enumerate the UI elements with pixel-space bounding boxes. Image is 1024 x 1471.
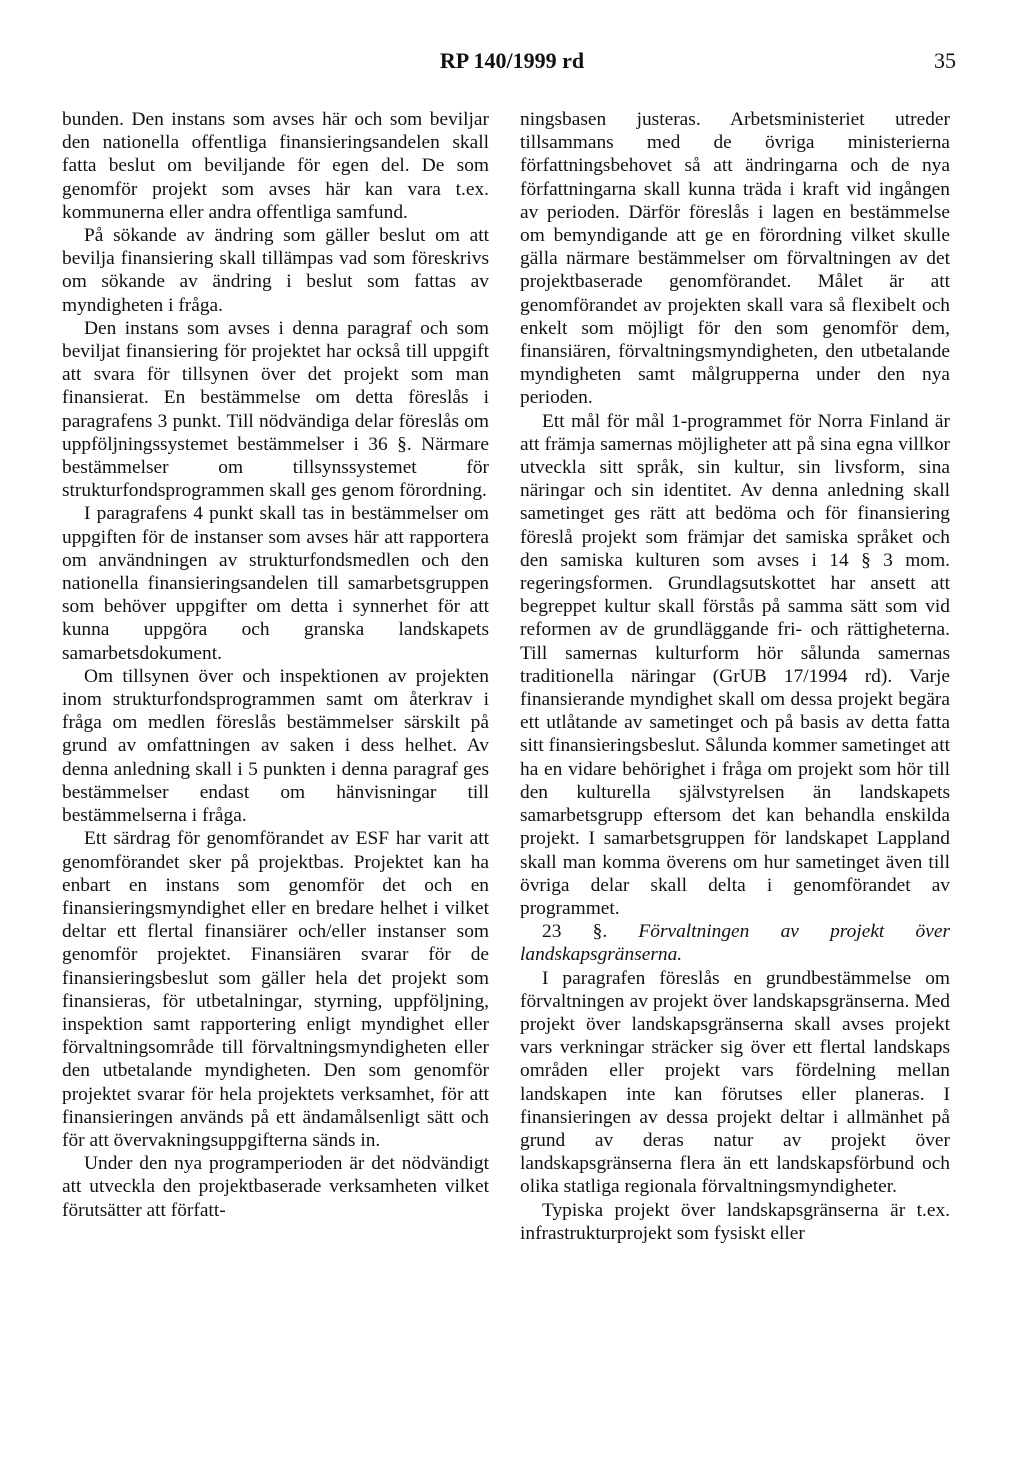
section-number: 23 §. xyxy=(542,921,608,943)
running-header: RP 140/1999 rd xyxy=(439,48,585,73)
paragraph: På sökande av ändring som gäller beslut om att bevilja finansiering skall tillämpas vad som föreskrivs om sökande av ändring i beslut som fattas av myndigheten i fråga. xyxy=(62,225,489,316)
paragraph: Typiska projekt över landskapsgränserna är t.ex. infrastrukturprojekt som fysiskt eller xyxy=(520,1199,950,1244)
left-column xyxy=(62,108,489,1222)
paragraph: Den instans som avses i denna paragraf och som beviljat finansiering för projektet har också till uppgift att svara för tillsynen över det projekt som man finansierat. En bestämmelse om detta föreslås i paragrafens 3 punkt. Till nödvändiga delar föreslås om uppföljningssystemet bestämmelser i 36 §. Närmare bestämmelser om tillsynssystemet för strukturfondsprogrammen skall ges genom förordning. xyxy=(62,317,489,502)
right-column xyxy=(520,108,950,1245)
paragraph: I paragrafen föreslås en grundbestämmelse om förvaltningen av projekt över landskapsgränserna. Med projekt över landskapsgränserna skall avses projekt vars verkningar sträcker sig över ett flertal landskaps områden eller projekt vars fördelning mellan landskapen inte kan förutses eller planeras. I finansieringen av dessa projekt deltar i allmänhet på grund av deras natur av projekt över landskapsgränserna flera än ett landskapsförbund och olika statliga regionala förvaltningsmyndigheter. xyxy=(520,967,950,1198)
section-title: Förvaltningen av projekt över landskapsgränserna. xyxy=(520,921,950,966)
paragraph: ningsbasen justeras. Arbetsministeriet utreder tillsammans med de övriga ministerierna författningsbehovet så att ändringarna och de nya författningarna skall kunna träda i kraft vid ingången av perioden. Därför föreslås i lagen en bestämmelse om bemyndigande att ge en förordning vilket skulle gälla närmare bestämmelser om förvaltningen av det projektbaserade genomförandet. Målet är att genomförandet av projekten skall vara så flexibelt och enkelt som möjligt för den som genomför dem, finansiären, förvaltningsmyndigheten, den utbetalande myndigheten samt målgrupperna under den nya perioden. xyxy=(520,109,950,409)
paragraph: Ett mål för mål 1-programmet för Norra Finland är att främja samernas möjligheter att på sina egna villkor utveckla sitt språk, sin kultur, sin livsform, sina näringar och sin identitet. Av denna anledning skall sametinget ges rätt att bedöma och för finansiering föreslå projekt som främjar det samiska språket och den samiska kulturen som avses i 14 § 3 mom. regeringsformen. Grundlagsutskottet har ansett att begreppet kultur skall förstås på samma sätt som vid reformen av de grundläggande fri- och rättigheterna. Till samernas kulturform hör sålunda samernas traditionella näringar (GrUB 17/1994 rd). Varje finansierande myndighet skall om dessa projekt begära ett utlåtande av sametinget och på basis av detta fatta sitt finansieringsbeslut. Sålunda kommer sametinget att ha en vidare behörighet i fråga om projekt som hör till den kulturella självstyrelsen än landskapets samarbetsgrupp eftersom det kan behandla enskilda projekt. I samarbetsgruppen för landskapet Lappland skall man komma överens om hur sametinget även till övriga delar skall delta i genomförandet av programmet. xyxy=(520,410,950,919)
paragraph: I paragrafens 4 punkt skall tas in bestämmelser om uppgiften för de instanser som avses här att rapportera om användningen av strukturfondsmedlen och den nationella finansieringsandelen till samarbetsgruppen som behöver uppgifter om detta i synnerhet för att kunna uppgöra och granska landskapets samarbetsdokument. xyxy=(62,503,489,664)
paragraph: Ett särdrag för genomförandet av ESF har varit att genomförandet sker på projektbas. Projektet kan ha enbart en instans som genomför det och en finansieringsmyndighet eller en bredare helhet i vilket deltar ett flertal finansiärer och/eller instanser som genomför projektet. Finansiären svarar för de finansieringsbeslut som gäller hela det projekt som finansieras, för utbetalningar, styrning, uppföljning, inspektion samt rapportering enligt myndighet eller förvaltningsområde till förvaltningsmyndigheten eller den utbetalande myndigheten. Den som genomför projektet svarar för hela projektets verksamhet, för att finansieringen används på ett ändamålsenligt sätt och för att övervakningsuppgifterna sänds in. xyxy=(62,828,489,1151)
section-heading xyxy=(520,920,950,966)
paragraph: bunden. Den instans som avses här och som beviljar den nationella offentliga finansieringsandelen skall fatta beslut om beviljande för egen del. De som genomför projekt som avses här kan vara t.ex. kommunerna eller andra offentliga samfund. xyxy=(62,109,489,223)
page-number: 35 xyxy=(934,48,956,73)
paragraph: Om tillsynen över och inspektionen av projekten inom strukturfondsprogrammen samt om återkrav i fråga om medlen föreslås bestämmelser särskilt på grund av omfattningen av saken i dess helhet. Av denna anledning skall i 5 punkten i denna paragraf ges bestämmelser endast om hänvisningar till bestämmelserna i fråga. xyxy=(62,665,489,827)
paragraph: Under den nya programperioden är det nödvändigt att utveckla den projektbaserade verksamheten vilket förutsätter att författ- xyxy=(62,1153,489,1221)
